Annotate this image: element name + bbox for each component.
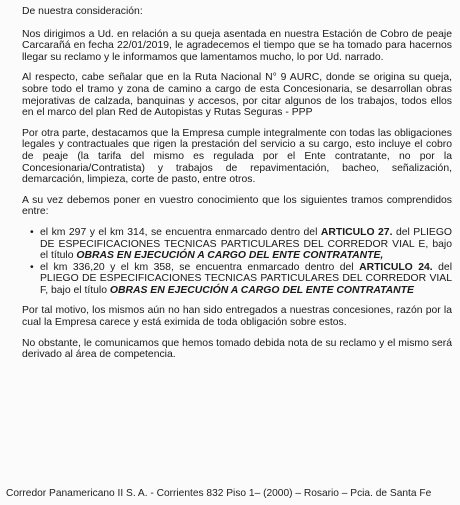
- footer-address: Corredor Panamericano II S. A. - Corrientes 832 Piso 1– (2000) – Rosario – Pcia. de Santa Fe: [6, 488, 432, 499]
- obras-title: OBRAS EN EJECUCIÓN A CARGO DEL ENTE CONTRATANTE,: [76, 250, 384, 262]
- articulo-label: ARTICULO 27.: [320, 226, 393, 238]
- paragraph-motivo: Por tal motivo, los mismos aún no han sido entregados a nuestras concesiones, razón por la cual la Empresa carece y está eximida de toda obligación sobre estos.: [22, 305, 452, 329]
- paragraph-tramos-intro: A su vez debemos poner en vuestro conocimiento que los siguientes tramos comprendidos entre:: [22, 194, 452, 218]
- paragraph-queja: Nos dirigimos a Ud. en relación a su queja asentada en nuestra Estación de Cobro de peaje Carcarañá en fecha 22/01/2019, le agradecemos el tiempo que se ha tomado para hacernos llegar su reclamo y le informamos que lamentamos mucho, lo por Ud. narrado.: [22, 28, 452, 63]
- paragraph-ruta: Al respecto, cabe señalar que en la Ruta Nacional N° 9 AURC, donde se origina su queja, sobre todo el tramo y zona de camino a cargo de esta Concesionaria, se desarrollan obras mejorativas de calzada, banquinas y accesos, por citar algunos de los trabajos, todos ellos en el marco del plan Red de Autopistas y Rutas Seguras - PPP: [22, 72, 452, 119]
- tramo-text: del PLIEGO DE ESPECIFICACIONES TECNICAS PARTICULARES DEL CORREDOR VIAL F, bajo el título: [40, 261, 452, 296]
- articulo-label: ARTICULO 24.: [359, 261, 433, 273]
- paragraph-obligaciones: Por otra parte, destacamos que la Empresa cumple integralmente con todas las obligaciones legales y contractuales que rigen la prestación del servicio a su cargo, esto incluye el cobro de peaje (la tarifa del mismo es regulada por el Ente contratante, no por la Concesionaria/Contratista) y trabajos de repavimentación, bacheo, señalización, demarcación, limpieza, corte de pasto, entre otros.: [22, 127, 452, 186]
- list-item: [40, 262, 452, 297]
- list-item: [40, 227, 452, 262]
- tramo-text: del PLIEGO DE ESPECIFICACIONES TECNICAS PARTICULARES DEL CORREDOR VIAL E, bajo el título: [40, 226, 452, 262]
- greeting: De nuestra consideración:: [22, 6, 143, 17]
- obras-title: OBRAS EN EJECUCIÓN A CARGO DEL ENTE CONTRATANTE: [109, 284, 414, 296]
- tramo-text: el km 297 y el km 314, se encuentra enmarcado dentro del: [40, 226, 321, 238]
- tramos-list: [22, 227, 452, 297]
- paragraph-no-obstante: No obstante, le comunicamos que hemos tomado debida nota de su reclamo y el mismo será derivado al área de competencia.: [22, 337, 452, 361]
- tramo-text: el km 336,20 y el km 358, se encuentra enmarcado dentro del: [40, 261, 360, 273]
